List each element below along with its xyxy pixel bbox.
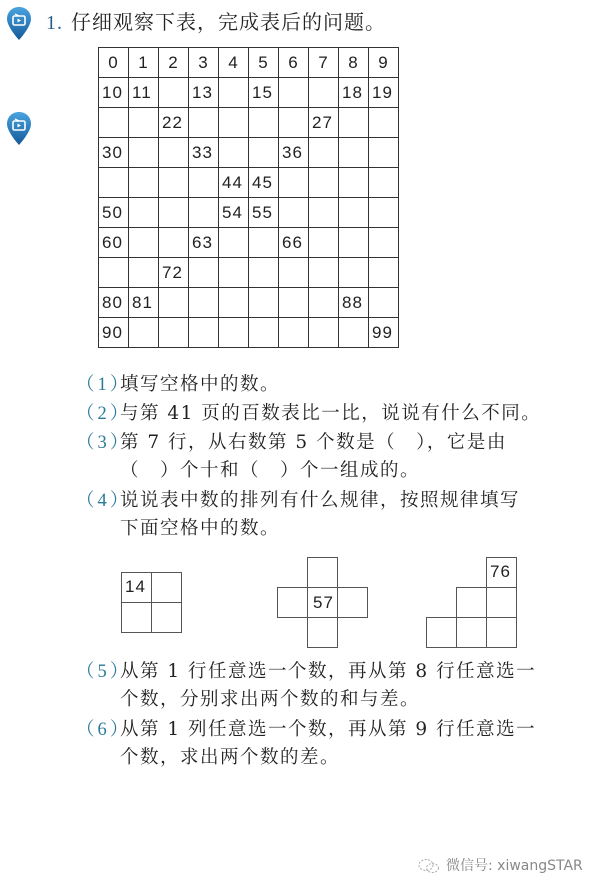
puzzle-cell[interactable] (307, 557, 338, 588)
number-cell: 55 (249, 198, 279, 228)
number-cell: 72 (159, 258, 189, 288)
number-cell: 50 (99, 198, 129, 228)
sub-question-text: 从第 1 行任意选一个数，再从第 8 行任意选一 (120, 661, 537, 682)
number-cell: 9 (369, 48, 399, 78)
question-title (46, 6, 386, 35)
sub-question-text: （ ）个十和（ ）个一组成的。 (120, 460, 421, 481)
sub-question-2 (76, 400, 541, 428)
blank-cell[interactable] (219, 228, 249, 258)
number-cell: 45 (249, 168, 279, 198)
table-row (99, 228, 399, 258)
sub-question-label: （6） (76, 720, 132, 740)
blank-cell[interactable] (129, 198, 159, 228)
number-cell: 10 (99, 78, 129, 108)
sub-question-text: 个数，求出两个数的差。 (120, 747, 341, 768)
wechat-icon (418, 858, 440, 874)
blank-cell[interactable] (339, 198, 369, 228)
puzzle-cell[interactable] (456, 617, 487, 648)
table-row (99, 258, 399, 288)
blank-cell[interactable] (339, 228, 369, 258)
question-number: 1. (46, 12, 63, 34)
blank-cell[interactable] (369, 108, 399, 138)
number-cell: 18 (339, 78, 369, 108)
number-cell: 7 (309, 48, 339, 78)
blank-cell[interactable] (249, 318, 279, 348)
sub-question-label: （1） (76, 375, 132, 395)
number-cell: 5 (249, 48, 279, 78)
puzzle-cell[interactable] (277, 587, 308, 618)
blank-cell[interactable] (279, 78, 309, 108)
blank-cell[interactable] (309, 138, 339, 168)
table-row (99, 48, 399, 78)
blank-cell[interactable] (249, 108, 279, 138)
puzzle-cell[interactable] (151, 602, 182, 633)
blank-cell[interactable] (159, 168, 189, 198)
blank-cell[interactable] (339, 258, 369, 288)
blank-cell[interactable] (339, 108, 369, 138)
number-cell: 3 (189, 48, 219, 78)
number-cell: 66 (279, 228, 309, 258)
watermark: 微信号: xiwangSTAR (418, 855, 583, 875)
blank-cell[interactable] (279, 168, 309, 198)
number-cell: 8 (339, 48, 369, 78)
number-cell: 80 (99, 288, 129, 318)
puzzle-cell[interactable] (426, 617, 457, 648)
number-cell: 19 (369, 78, 399, 108)
number-cell: 81 (129, 288, 159, 318)
blank-cell[interactable] (129, 138, 159, 168)
question-text: 仔细观察下表，完成表后的问题。 (71, 10, 386, 34)
blank-cell[interactable] (309, 318, 339, 348)
table-row (99, 288, 399, 318)
sub-question-3 (76, 429, 507, 485)
number-cell: 27 (309, 108, 339, 138)
blank-cell[interactable] (219, 258, 249, 288)
blank-cell[interactable] (189, 198, 219, 228)
sub-question-text: 下面空格中的数。 (120, 518, 281, 539)
sub-question-5 (76, 658, 536, 714)
blank-cell[interactable] (369, 198, 399, 228)
blank-cell[interactable] (339, 318, 369, 348)
number-cell: 60 (99, 228, 129, 258)
puzzle-cell[interactable] (121, 602, 152, 633)
puzzle-cell[interactable] (307, 617, 338, 648)
blank-cell[interactable] (309, 168, 339, 198)
blank-cell[interactable] (99, 258, 129, 288)
table-row (99, 318, 399, 348)
blank-cell[interactable] (339, 138, 369, 168)
blank-cell[interactable] (159, 198, 189, 228)
blank-cell[interactable] (99, 168, 129, 198)
blank-cell[interactable] (369, 258, 399, 288)
table-row (99, 168, 399, 198)
puzzle-cell[interactable] (486, 617, 517, 648)
number-cell: 4 (219, 48, 249, 78)
puzzle-cell[interactable]: 57 (307, 587, 338, 618)
sub-question-label: （2） (76, 404, 132, 424)
table-row (99, 198, 399, 228)
blank-cell[interactable] (189, 288, 219, 318)
blank-cell[interactable] (309, 198, 339, 228)
blank-cell[interactable] (159, 318, 189, 348)
number-cell: 90 (99, 318, 129, 348)
blank-cell[interactable] (249, 138, 279, 168)
blank-cell[interactable] (189, 258, 219, 288)
blank-cell[interactable] (249, 288, 279, 318)
blank-cell[interactable] (219, 138, 249, 168)
puzzle-cell[interactable] (337, 587, 368, 618)
table-row (99, 138, 399, 168)
sub-question-label: （4） (76, 491, 132, 511)
blank-cell[interactable] (129, 168, 159, 198)
sub-question-1 (76, 371, 280, 399)
sub-question-text: 个数，分别求出两个数的和与差。 (120, 689, 421, 710)
blank-cell[interactable] (369, 288, 399, 318)
blank-cell[interactable] (309, 258, 339, 288)
puzzle-cell[interactable] (151, 572, 182, 603)
blank-cell[interactable] (309, 288, 339, 318)
sub-question-text: 与第 41 页的百数表比一比，说说有什么不同。 (120, 403, 542, 424)
blank-cell[interactable] (159, 288, 189, 318)
puzzle-cell[interactable] (486, 587, 517, 618)
sub-question-text: 说说表中数的排列有什么规律，按照规律填写 (120, 490, 521, 511)
blank-cell[interactable] (279, 108, 309, 138)
blank-cell[interactable] (369, 138, 399, 168)
number-cell: 22 (159, 108, 189, 138)
blank-cell[interactable] (129, 108, 159, 138)
number-cell: 15 (249, 78, 279, 108)
blank-cell[interactable] (339, 168, 369, 198)
table-row (99, 78, 399, 108)
sub-question-text: 从第 1 列任意选一个数，再从第 9 行任意选一 (120, 719, 537, 740)
puzzle-cell[interactable]: 14 (121, 572, 152, 603)
number-cell: 44 (219, 168, 249, 198)
blank-cell[interactable] (369, 228, 399, 258)
number-cell: 99 (369, 318, 399, 348)
blank-cell[interactable] (189, 318, 219, 348)
blank-cell[interactable] (219, 108, 249, 138)
sub-question-text: 填写空格中的数。 (120, 374, 281, 395)
blank-cell[interactable] (129, 228, 159, 258)
number-cell: 88 (339, 288, 369, 318)
blank-cell[interactable] (219, 318, 249, 348)
number-cell: 13 (189, 78, 219, 108)
number-cell: 54 (219, 198, 249, 228)
blank-cell[interactable] (189, 168, 219, 198)
sub-question-label: （3） (76, 433, 132, 453)
blank-cell[interactable] (159, 138, 189, 168)
blank-cell[interactable] (279, 288, 309, 318)
number-table (98, 47, 399, 348)
number-cell: 63 (189, 228, 219, 258)
number-cell: 36 (279, 138, 309, 168)
number-cell: 33 (189, 138, 219, 168)
blank-cell[interactable] (309, 78, 339, 108)
blank-cell[interactable] (279, 198, 309, 228)
blank-cell[interactable] (129, 318, 159, 348)
blank-cell[interactable] (219, 78, 249, 108)
blank-cell[interactable] (99, 108, 129, 138)
puzzle-cell[interactable]: 76 (486, 557, 517, 588)
table-row (99, 108, 399, 138)
blank-cell[interactable] (159, 78, 189, 108)
blank-cell[interactable] (249, 258, 279, 288)
blank-cell[interactable] (189, 108, 219, 138)
number-cell: 2 (159, 48, 189, 78)
sub-question-text: 第 7 行，从右数第 5 个数是（ ），它是由 (120, 432, 507, 453)
puzzle-cell[interactable] (456, 587, 487, 618)
number-cell: 11 (129, 78, 159, 108)
sub-question-6 (76, 716, 536, 772)
blank-cell[interactable] (129, 258, 159, 288)
blank-cell[interactable] (279, 258, 309, 288)
blank-cell[interactable] (279, 318, 309, 348)
video-pin-icon[interactable] (6, 6, 32, 42)
blank-cell[interactable] (309, 228, 339, 258)
blank-cell[interactable] (369, 168, 399, 198)
number-cell: 30 (99, 138, 129, 168)
blank-cell[interactable] (159, 228, 189, 258)
blank-cell[interactable] (249, 228, 279, 258)
blank-cell[interactable] (219, 288, 249, 318)
sub-question-label: （5） (76, 662, 132, 682)
video-pin-icon[interactable] (6, 111, 32, 147)
number-cell: 1 (129, 48, 159, 78)
number-cell: 0 (99, 48, 129, 78)
sub-question-4 (76, 487, 520, 543)
number-cell: 6 (279, 48, 309, 78)
